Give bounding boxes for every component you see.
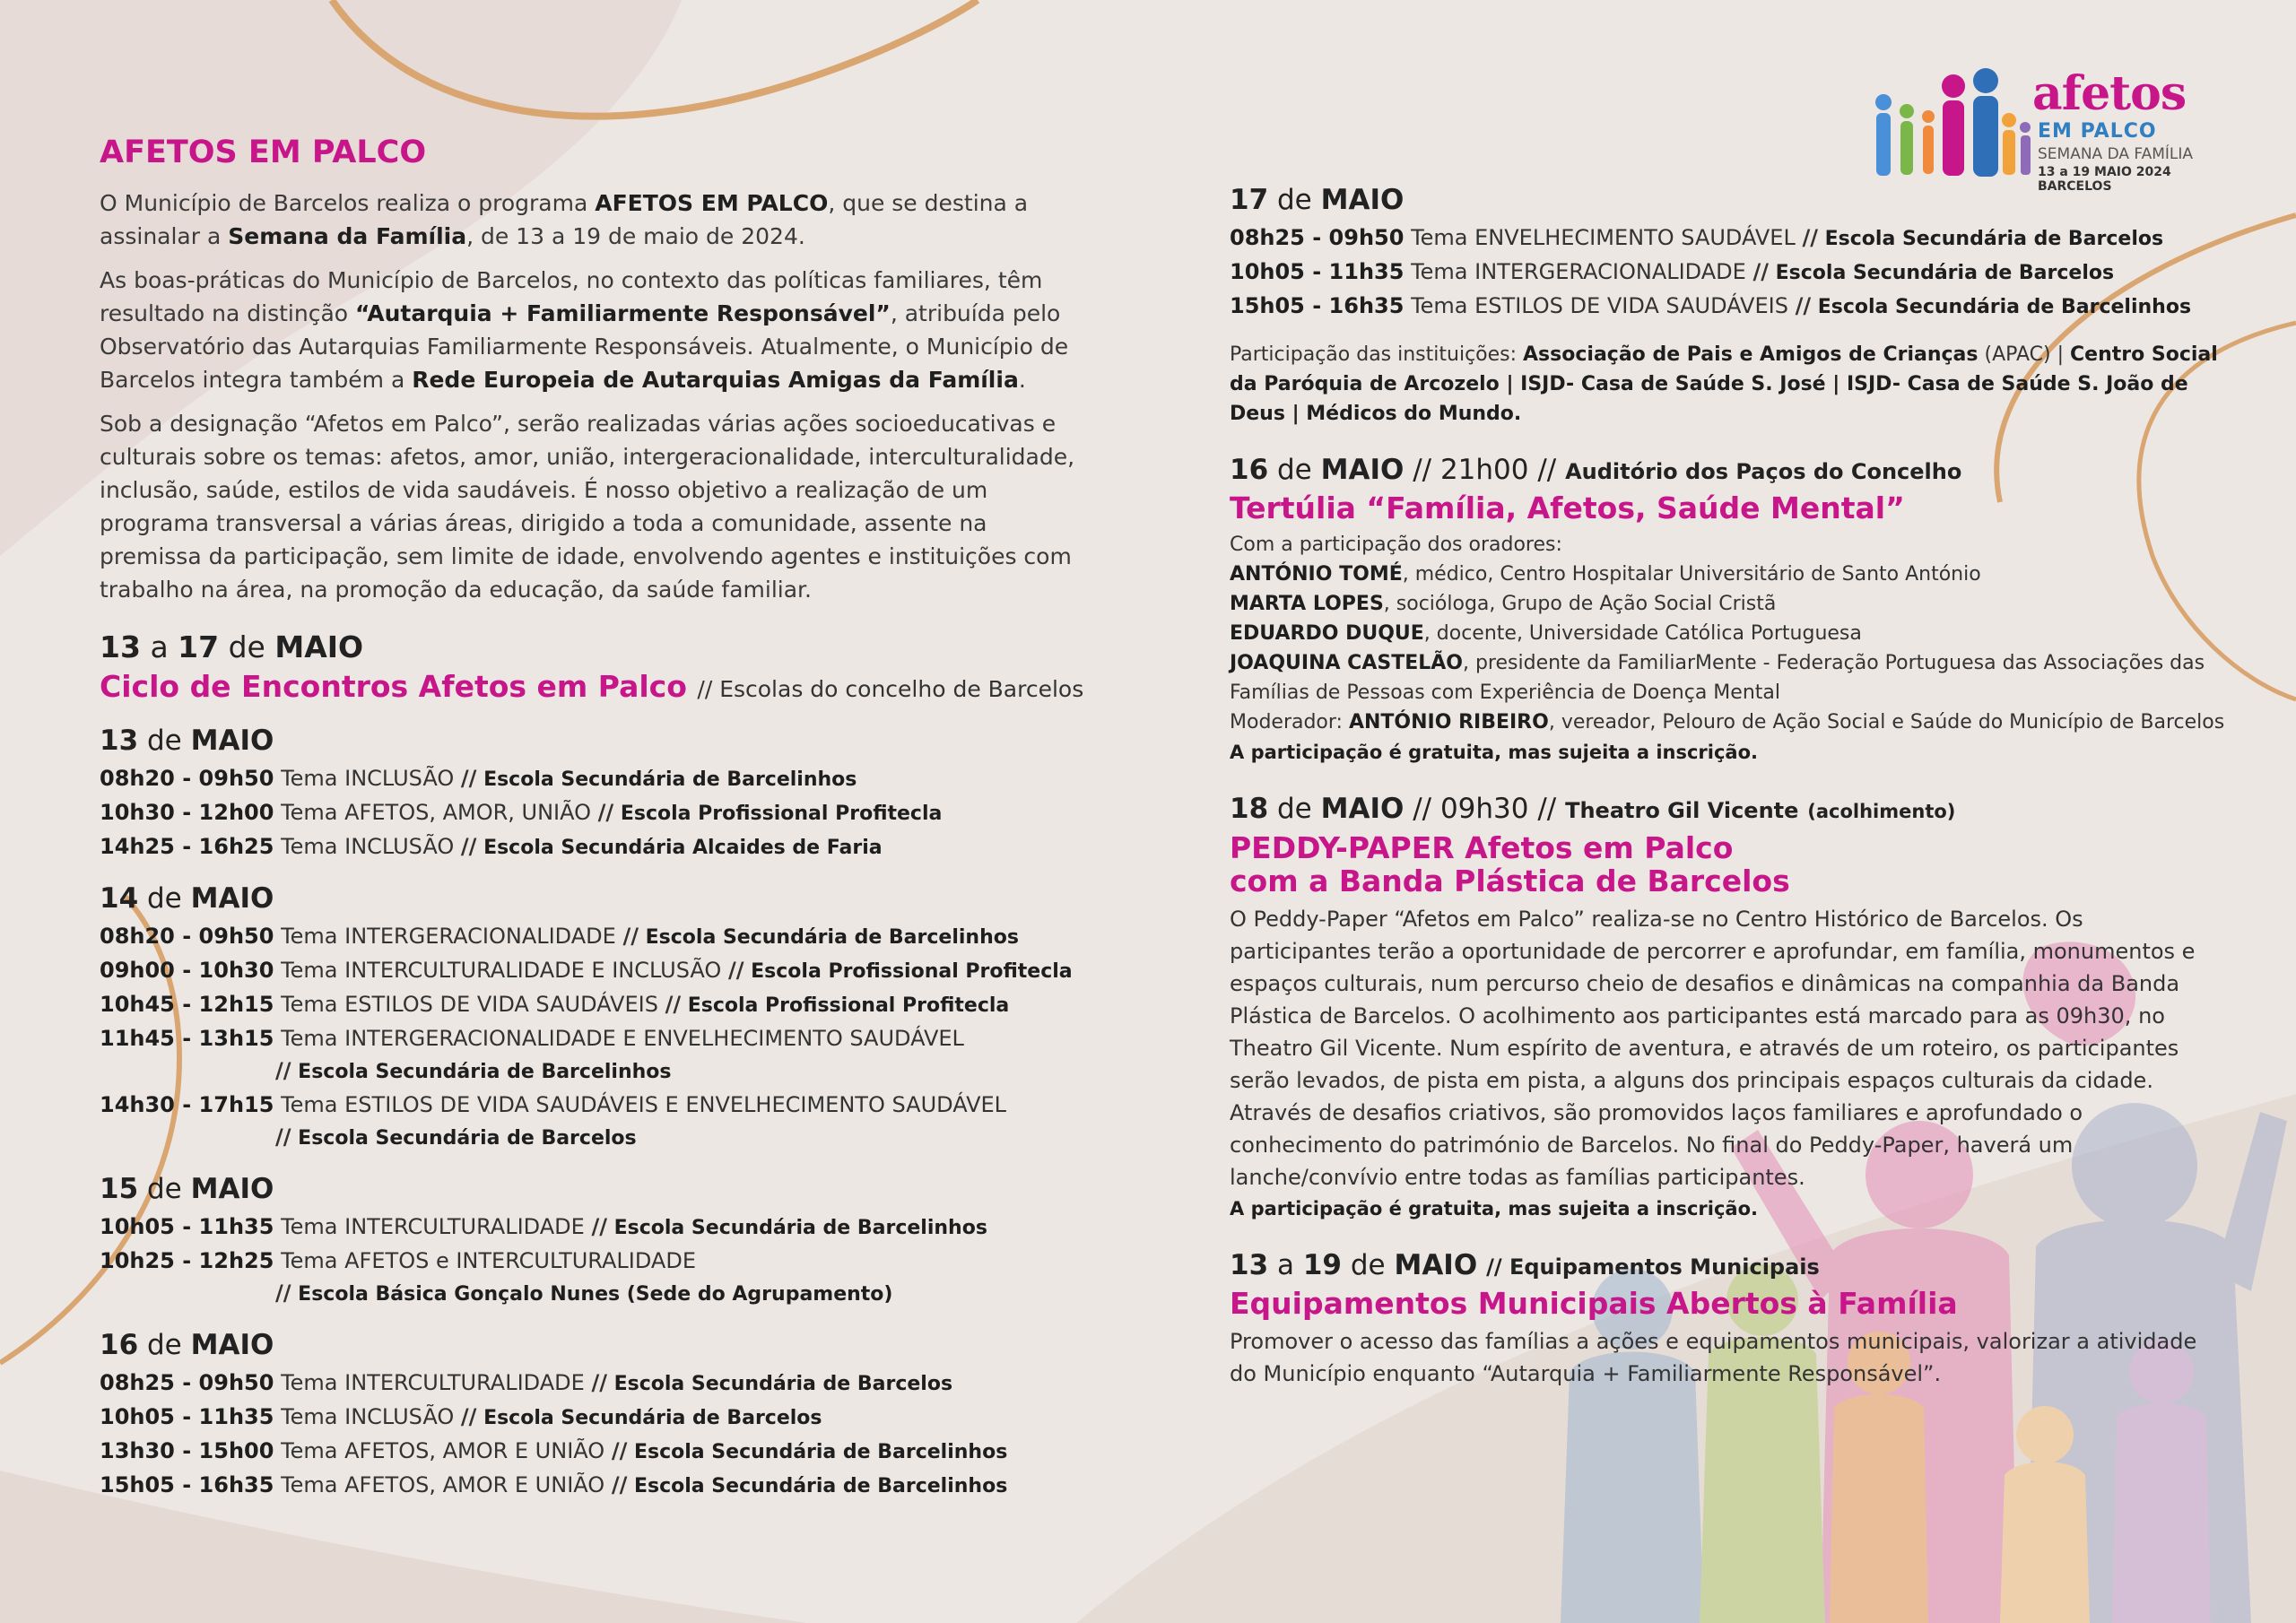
day-de: de xyxy=(147,1173,182,1205)
intro-paragraph-2: As boas-práticas do Município de Barcelos, no contexto das políticas familiares, têm resultado na distinção “Autarquia + Familiarmente Responsável”, atribuída pelo Observatório das Autarquias Familiarmente Responsáveis. Atualmente, o Município de Barcelos integra também a Rede Europeia de Autarquias Amigas da Família. xyxy=(100,267,1069,393)
day-number: 16 xyxy=(100,1329,139,1361)
session-separator: // xyxy=(275,1280,291,1306)
session-row xyxy=(100,1401,1095,1435)
session-row xyxy=(100,1022,1095,1055)
session-theme: Tema INCLUSÃO xyxy=(281,834,455,859)
day-heading xyxy=(100,1329,1095,1361)
session-school: Escola Secundária de Barcelos xyxy=(483,1407,822,1429)
speaker xyxy=(1230,589,2225,619)
session-school: Escola Profissional Profitecla xyxy=(751,960,1073,983)
session-theme: Tema INTERCULTURALIDADE xyxy=(281,1214,585,1239)
equip-title: Equipamentos Municipais Abertos à Família xyxy=(1230,1286,1958,1321)
session-time: 11h45 - 13h15 xyxy=(100,1026,274,1051)
session-separator: // xyxy=(460,766,477,791)
equipamentos-section xyxy=(1230,1247,2225,1390)
participating-institutions: Participação das instituições: Associação de Pais e Amigos de Crianças (APAC) | Centro Social da Paróquia de Arcozelo | ISJD- Casa de Saúde S. José | ISJD- Casa de Saúde S. João de Deus | Médicos do Mundo. xyxy=(1230,343,2218,425)
session-school: Escola Secundária de Barcelinhos xyxy=(633,1441,1008,1463)
day-number: 14 xyxy=(100,882,139,915)
session-row xyxy=(1230,290,2225,324)
session-time: 10h25 - 12h25 xyxy=(100,1248,274,1273)
day-month: MAIO xyxy=(190,882,274,915)
session-row xyxy=(100,920,1095,954)
session-row xyxy=(100,762,1095,796)
left-column xyxy=(100,135,1095,1503)
day-block xyxy=(100,882,1095,1155)
session-row xyxy=(1230,221,2225,256)
session-school: Escola Secundária de Barcelinhos xyxy=(298,1061,672,1083)
session-row-continued xyxy=(100,1055,1095,1089)
ciclo-title: Ciclo de Encontros Afetos em Palco // Escolas do concelho de Barcelos xyxy=(100,669,1084,704)
day-month: MAIO xyxy=(1320,184,1405,216)
session-theme: Tema INTERGERACIONALIDADE xyxy=(281,924,616,949)
session-separator: // xyxy=(1795,293,1812,318)
day-month: MAIO xyxy=(190,1173,274,1205)
session-time: 08h20 - 09h50 xyxy=(100,766,274,791)
day-block xyxy=(100,1329,1095,1503)
tertulia-title: Tertúlia “Família, Afetos, Saúde Mental” xyxy=(1230,490,1905,525)
day-month: MAIO xyxy=(190,725,274,757)
session-theme: Tema AFETOS, AMOR E UNIÃO xyxy=(281,1472,605,1497)
speaker-name: JOAQUINA CASTELÃO xyxy=(1230,652,1463,674)
tertulia-section xyxy=(1230,452,2225,768)
session-theme: Tema ESTILOS DE VIDA SAUDÁVEIS xyxy=(281,992,658,1017)
session-row xyxy=(100,988,1095,1022)
session-time: 15h05 - 16h35 xyxy=(100,1472,274,1497)
session-school: Escola Secundária de Barcelinhos xyxy=(1817,296,2192,318)
day-month: MAIO xyxy=(190,1329,274,1361)
session-time: 08h25 - 09h50 xyxy=(100,1370,274,1395)
equip-date-heading: 13 a 19 de MAIO // Equipamentos Municipais xyxy=(1230,1249,1820,1281)
session-theme: Tema ESTILOS DE VIDA SAUDÁVEIS E ENVELHECIMENTO SAUDÁVEL xyxy=(281,1092,1007,1117)
peddy-paper-section xyxy=(1230,791,2225,1224)
session-theme: Tema INTERGERACIONALIDADE E ENVELHECIMENTO SAUDÁVEL xyxy=(281,1026,964,1051)
day-de: de xyxy=(147,725,182,757)
speaker xyxy=(1230,560,2225,589)
speaker-list xyxy=(1230,560,2225,707)
session-theme: Tema ENVELHECIMENTO SAUDÁVEL xyxy=(1411,225,1796,250)
session-row xyxy=(100,1211,1095,1245)
logo-word-semana: SEMANA DA FAMÍLIA xyxy=(2038,145,2194,163)
day-number: 13 xyxy=(100,725,139,757)
session-row xyxy=(100,1367,1095,1401)
session-school: Escola Básica Gonçalo Nunes (Sede do Agrupamento) xyxy=(298,1283,893,1306)
session-row-continued xyxy=(100,1277,1095,1311)
peddy-note: A participação é gratuita, mas sujeita a inscrição. xyxy=(1230,1198,1758,1219)
speaker xyxy=(1230,648,2225,707)
peddy-title: PEDDY-PAPER Afetos em Palco com a Banda Plástica de Barcelos xyxy=(1230,830,1790,898)
session-time: 08h20 - 09h50 xyxy=(100,924,274,949)
session-separator: // xyxy=(460,1404,477,1429)
speaker xyxy=(1230,619,2225,648)
ciclo-date-heading: 13 a 17 de MAIO xyxy=(100,629,364,664)
tertulia-note: A participação é gratuita, mas sujeita a inscrição. xyxy=(1230,742,1758,763)
intro-paragraph-1: O Município de Barcelos realiza o programa AFETOS EM PALCO, que se destina a assinalar a Semana da Família, de 13 a 19 de maio de 2024. xyxy=(100,190,1029,249)
speaker-role: , médico, Centro Hospitalar Universitário de Santo António xyxy=(1402,563,1981,586)
equip-description: Promover o acesso das famílias a ações e equipamentos municipais, valorizar a atividade do Município enquanto “Autarquia + Familiarmente Responsável”. xyxy=(1230,1329,2197,1386)
session-time: 10h05 - 11h35 xyxy=(1230,259,1405,284)
session-row xyxy=(100,830,1095,864)
session-school: Escola Secundária de Barcelinhos xyxy=(645,926,1019,949)
session-separator: // xyxy=(1752,259,1769,284)
session-theme: Tema INTERCULTURALIDADE xyxy=(281,1370,585,1395)
day-heading xyxy=(100,882,1095,915)
session-theme: Tema AFETOS, AMOR E UNIÃO xyxy=(281,1438,605,1463)
session-theme: Tema INCLUSÃO xyxy=(281,766,455,791)
session-row xyxy=(100,1435,1095,1469)
session-time: 10h05 - 11h35 xyxy=(100,1404,274,1429)
logo-dates: 13 a 19 MAIO 2024 BARCELOS xyxy=(2038,165,2171,194)
day-number: 15 xyxy=(100,1173,139,1205)
session-school: Escola Secundária de Barcelos xyxy=(613,1373,953,1395)
session-separator: // xyxy=(611,1472,628,1497)
peddy-description: O Peddy-Paper “Afetos em Palco” realiza-se no Centro Histórico de Barcelos. Os participantes terão a oportunidade de percorrer e aprofundar, em família, monumentos e espaços culturais, num percurso cheio de desafios e dinâmicas na companhia da Banda Plástica de Barcelos. O acolhimento aos participantes está marcado para as 09h30, no Theatro Gil Vicente. Num espírito de aventura, e através de um roteiro, os participantes serão levados, de pista em pista, a alguns dos principais espaços culturais da cidade. Através de desafios criativos, são promovidos laços familiares e aprofundado o conhecimento do património de Barcelos. No final do Peddy-Paper, haverá um lanche/convívio entre todas as famílias participantes. xyxy=(1230,907,2196,1190)
speaker-role: , socióloga, Grupo de Ação Social Cristã xyxy=(1383,593,1777,615)
session-school: Escola Profissional Profitecla xyxy=(620,803,943,825)
session-time: 14h25 - 16h25 xyxy=(100,834,274,859)
logo-word-afetos: afetos xyxy=(2032,66,2187,121)
session-row xyxy=(1230,256,2225,290)
day-de: de xyxy=(147,1329,182,1361)
day-block xyxy=(100,725,1095,864)
family-logo-icon xyxy=(1864,66,2034,183)
day-de: de xyxy=(147,882,182,915)
moderator: Moderador: ANTÓNIO RIBEIRO, vereador, Pelouro de Ação Social e Saúde do Município de Barcelos xyxy=(1230,711,2225,733)
page-title: AFETOS EM PALCO xyxy=(100,135,427,170)
session-time: 14h30 - 17h15 xyxy=(100,1092,274,1117)
session-school: Escola Secundária de Barcelinhos xyxy=(483,768,857,791)
session-separator: // xyxy=(591,1370,607,1395)
speaker-role: , presidente da FamiliarMente - Federação Portuguesa das Associações das Famílias de Pessoas com Experiência de Doença Mental xyxy=(1230,652,2205,704)
ciclo-venue: // Escolas do concelho de Barcelos xyxy=(697,676,1084,702)
session-time: 09h00 - 10h30 xyxy=(100,958,274,983)
day-block xyxy=(1230,184,2225,324)
session-theme: Tema INTERCULTURALIDADE E INCLUSÃO xyxy=(281,958,722,983)
session-theme: Tema INCLUSÃO xyxy=(281,1404,455,1429)
right-column xyxy=(1230,184,2225,1390)
schedule-day-17 xyxy=(1230,184,2225,324)
session-theme: Tema AFETOS, AMOR, UNIÃO xyxy=(281,800,592,825)
session-theme: Tema ESTILOS DE VIDA SAUDÁVEIS xyxy=(1411,293,1788,318)
speaker-name: EDUARDO DUQUE xyxy=(1230,622,1424,645)
tertulia-date-heading: 16 de MAIO // 21h00 // Auditório dos Paços do Concelho xyxy=(1230,454,1962,486)
session-row xyxy=(100,954,1095,988)
session-separator: // xyxy=(275,1124,291,1150)
session-separator: // xyxy=(597,800,614,825)
session-theme: Tema AFETOS e INTERCULTURALIDADE xyxy=(281,1248,696,1273)
session-row xyxy=(100,796,1095,830)
peddy-date-heading: 18 de MAIO // 09h30 // Theatro Gil Vicente (acolhimento) xyxy=(1230,793,1956,825)
day-number: 17 xyxy=(1230,184,1269,216)
session-row xyxy=(100,1245,1095,1277)
session-time: 15h05 - 16h35 xyxy=(1230,293,1405,318)
session-row-continued xyxy=(100,1121,1095,1155)
session-row xyxy=(100,1469,1095,1503)
day-heading xyxy=(100,1173,1095,1205)
session-separator: // xyxy=(1802,225,1818,250)
speaker-name: ANTÓNIO TOMÉ xyxy=(1230,563,1403,586)
session-school: Escola Secundária de Barcelos xyxy=(1775,262,2115,284)
day-heading xyxy=(100,725,1095,757)
speaker-role: , docente, Universidade Católica Portuguesa xyxy=(1423,622,1862,645)
session-school: Escola Secundária de Barcelos xyxy=(298,1127,637,1150)
afetos-em-palco-logo xyxy=(1864,66,2205,194)
session-school: Escola Secundária de Barcelinhos xyxy=(633,1475,1008,1497)
day-de: de xyxy=(1277,184,1312,216)
tertulia-intro: Com a participação dos oradores: xyxy=(1230,534,1562,556)
day-block xyxy=(100,1173,1095,1311)
speaker-name: MARTA LOPES xyxy=(1230,593,1384,615)
session-separator: // xyxy=(611,1438,628,1463)
session-time: 13h30 - 15h00 xyxy=(100,1438,274,1463)
schedule-days xyxy=(100,725,1095,1503)
session-theme: Tema INTERGERACIONALIDADE xyxy=(1411,259,1746,284)
session-separator: // xyxy=(665,992,682,1017)
session-separator: // xyxy=(460,834,477,859)
session-row xyxy=(100,1089,1095,1121)
session-time: 08h25 - 09h50 xyxy=(1230,225,1405,250)
session-time: 10h45 - 12h15 xyxy=(100,992,274,1017)
session-school: Escola Secundária de Barcelos xyxy=(1824,228,2164,250)
intro-paragraph-3: Sob a designação “Afetos em Palco”, serão realizadas várias ações socioeducativas e culturais sobre os temas: afetos, amor, união, intergeracionalidade, interculturalidade, inclusão, saúde, estilos de vida saudáveis. É nosso objetivo a realização de um programa transversal a várias áreas, dirigido a toda a comunidade, assente na premissa da participação, sem limite de idade, envolvendo agentes e instituições com trabalho na área, na promoção da educação, da saúde familiar. xyxy=(100,411,1075,603)
logo-word-em-palco: EM PALCO xyxy=(2038,120,2157,143)
session-separator: // xyxy=(622,924,639,949)
session-school: Escola Profissional Profitecla xyxy=(687,994,1010,1017)
session-separator: // xyxy=(275,1058,291,1083)
session-school: Escola Secundária Alcaides de Faria xyxy=(483,837,883,859)
session-time: 10h05 - 11h35 xyxy=(100,1214,274,1239)
session-separator: // xyxy=(591,1214,607,1239)
session-school: Escola Secundária de Barcelinhos xyxy=(613,1217,987,1239)
session-separator: // xyxy=(727,958,744,983)
session-time: 10h30 - 12h00 xyxy=(100,800,274,825)
